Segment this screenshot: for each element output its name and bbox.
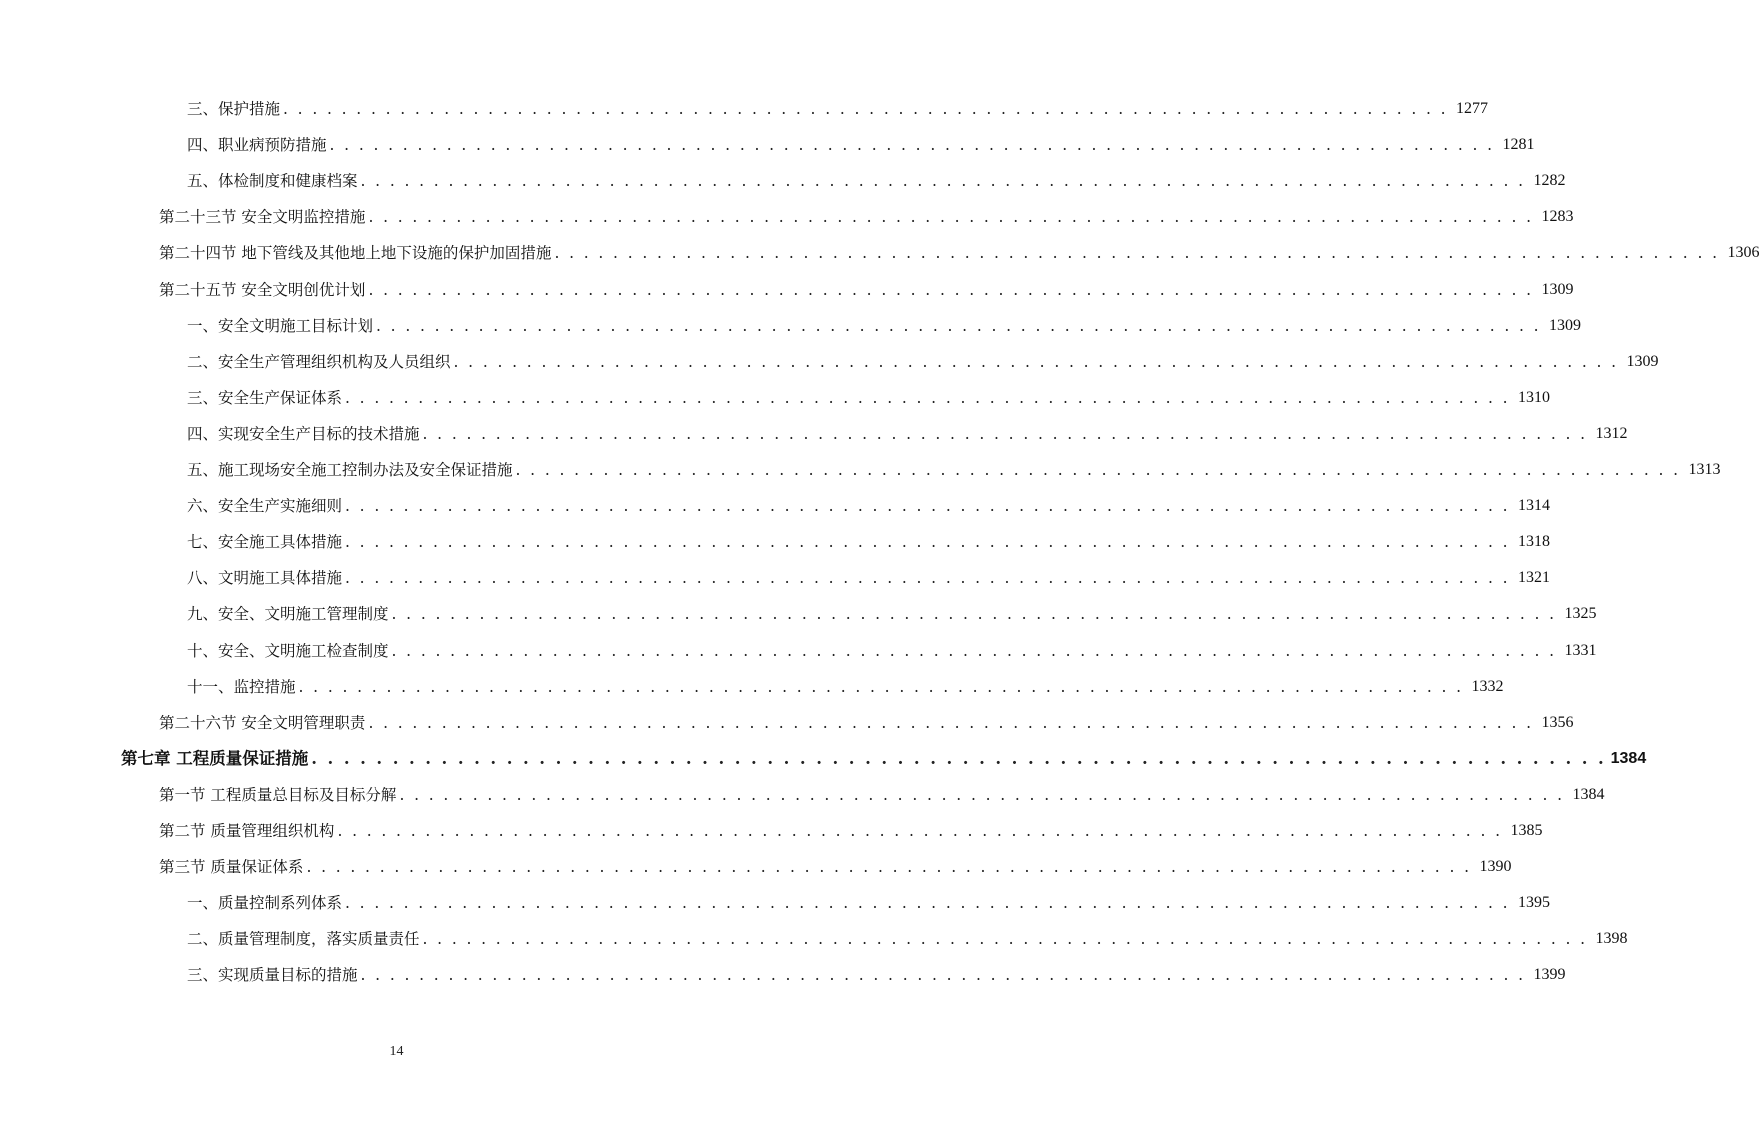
toc-entry	[159, 854, 1512, 880]
toc-entry-title: 六、安全生产实施细则	[187, 497, 343, 516]
dot-leader: . . . . . . . . . . . . . . . . . . . . . . . . . . . . . . . . . . . . . . . . . . . . . . . . . . . . . . . . . . . . . . . . . . . . . . . . . . . . . . . .	[391, 605, 1557, 624]
toc-entry-page: 1390	[1479, 858, 1512, 876]
toc-entry	[187, 96, 1489, 122]
dot-leader: . . . . . . . . . . . . . . . . . . . . . . . . . . . . . . . . . . . . . . . . . . . . . . . . . . . . . . . . . . . . . . . . . . . . . . . . . . . . . . . .	[399, 785, 1565, 804]
toc-entry	[121, 746, 1647, 772]
toc-entry-page: 1398	[1595, 930, 1628, 948]
toc-entry-page: 1277	[1456, 100, 1489, 117]
dot-leader: . . . . . . . . . . . . . . . . . . . . . . . . . . . . . . . . . . . . . . . . . . . . . . . . . . . . . . . . . . . . . . . . . . . . . . . . . . . . . . . .	[453, 352, 1619, 371]
toc-entry	[187, 601, 1597, 627]
toc-entry-page: 1332	[1471, 677, 1504, 695]
toc-entry-page: 1395	[1518, 894, 1551, 912]
toc-entry-title: 第一节 工程质量总目标及目标分解	[159, 785, 397, 804]
toc-entry	[187, 493, 1551, 519]
toc-entry-title: 一、质量控制系列体系	[187, 894, 343, 913]
dot-leader: . . . . . . . . . . . . . . . . . . . . . . . . . . . . . . . . . . . . . . . . . . . . . . . . . . . . . . . . . . . . . . . . . . . . . . . . . . . . . . . .	[368, 280, 1534, 299]
toc-entry-title: 第二十五节 安全文明创优计划	[159, 280, 366, 299]
toc-entry	[187, 313, 1582, 339]
toc-entry-page: 1283	[1541, 208, 1574, 226]
dot-leader: . . . . . . . . . . . . . . . . . . . . . . . . . . . . . . . . . . . . . . . . . . . . . . . . . . . . . . . . . . . . . . . . . . . . . . . . . . . . . . . .	[515, 461, 1681, 479]
toc-entry-title: 五、施工现场安全施工控制办法及安全保证措施	[187, 461, 513, 479]
dot-leader: . . . . . . . . . . . . . . . . . . . . . . . . . . . . . . . . . . . . . . . . . . . . . . . . . . . . . . . . . . . . . . . . . . . . . . . . . . . . . . . .	[360, 966, 1526, 985]
toc-entry-page: 1281	[1502, 136, 1535, 154]
dot-leader: . . . . . . . . . . . . . . . . . . . . . . . . . . . . . . . . . . . . . . . . . . . . . . . . . . . . . . . . . . . . . . . . . . . . . . . . . . . . . . . .	[345, 894, 1511, 913]
toc-entry-page: 1325	[1564, 605, 1597, 623]
dot-leader: . . . . . . . . . . . . . . . . . . . . . . . . . . . . . . . . . . . . . . . . . . . . . . . . . . . . . . . . . . . . . . . . . . . . . . . . . . . . . . . .	[337, 822, 1503, 840]
toc-entry-title: 三、安全生产保证体系	[187, 388, 343, 407]
toc-entry	[187, 890, 1551, 916]
toc-entry-title: 四、职业病预防措施	[187, 136, 327, 155]
toc-entry-page: 1385	[1510, 822, 1543, 839]
toc-entry	[187, 457, 1721, 483]
toc-entry-title: 七、安全施工具体措施	[187, 533, 343, 552]
toc-entry-title: 二、安全生产管理组织机构及人员组织	[187, 352, 451, 371]
toc-entry	[187, 132, 1535, 158]
toc-entry	[159, 204, 1574, 230]
toc-entry-title: 一、安全文明施工目标计划	[187, 316, 374, 335]
toc-entry-title: 二、质量管理制度，落实质量责任	[187, 930, 420, 949]
toc-entry	[187, 674, 1504, 700]
toc-entry-title: 三、实现质量目标的措施	[187, 966, 358, 985]
dot-leader: . . . . . . . . . . . . . . . . . . . . . . . . . . . . . . . . . . . . . . . . . . . . . . . . . . . . . . . . . . . . . . . . . . . . . . . . . . . . . . . .	[329, 136, 1495, 155]
toc-entry-page: 1384	[1572, 785, 1605, 803]
toc-entry-title: 第二十三节 安全文明监控措施	[159, 208, 366, 227]
toc-entry-page: 1309	[1541, 280, 1574, 298]
toc-entry-page: 1331	[1564, 641, 1597, 659]
toc-entry	[159, 240, 1759, 266]
toc-entry-page: 1314	[1518, 497, 1551, 515]
dot-leader: . . . . . . . . . . . . . . . . . . . . . . . . . . . . . . . . . . . . . . . . . . . . . . . . . . . . . . . . . . . . . . . . . . . . . . . . . . . . . . . .	[376, 316, 1542, 335]
toc-entry	[159, 277, 1574, 303]
toc-entry-page: 1309	[1626, 352, 1659, 370]
toc-entry-title: 第七章 工程质量保证措施	[121, 748, 309, 768]
dot-leader: . . . . . . . . . . . . . . . . . . . . . . . . . . . . . . . . . . . . . . . . . . . . . . . . . . . . . . . . . . . . . . . . . . . . . . . . . . . . . . . .	[345, 533, 1511, 552]
dot-leader: . . . . . . . . . . . . . . . . . . . . . . . . . . . . . . . . . . . . . . . . . . . . . . . . . . . . . . . . . . . . . . . . . . . . . . . . . . . . . . . .	[283, 100, 1449, 118]
dot-leader: . . . . . . . . . . . . . . . . . . . . . . . . . . . . . . . . . . . . . . . . . . . . . . . . . . . . . . . . . . . . . . . . . . . . . . . . . . . . . . . .	[345, 388, 1511, 407]
toc-entry-page: 1384	[1610, 749, 1647, 767]
dot-leader: . . . . . . . . . . . . . . . . . . . . . . . . . . . . . . . . . . . . . . . . . . . . . . . . . . . . . . . . . . . . . . . . . . . . . . . . . . . . . . . .	[554, 244, 1720, 263]
toc-entry	[187, 926, 1628, 952]
toc-entry	[187, 385, 1551, 411]
dot-leader: . . . . . . . . . . . . . . . . . . . . . . . . . . . . . . . . . . . . . . . . . . . . . . . . . . . . . . . . . . . . . . . . . . . . . . . . . . . . . . . .	[345, 497, 1511, 516]
toc-entry-page: 1312	[1595, 424, 1628, 442]
toc-entry-title: 九、安全、文明施工管理制度	[187, 605, 389, 624]
toc-entry-title: 第二十六节 安全文明管理职责	[159, 713, 366, 732]
toc-entry	[159, 710, 1574, 736]
toc-entry	[187, 565, 1551, 591]
toc-entry-page: 1318	[1518, 533, 1551, 551]
toc-entry-page: 1313	[1688, 461, 1721, 478]
toc-entry	[187, 168, 1566, 194]
toc-entry-title: 十、安全、文明施工检查制度	[187, 641, 389, 660]
toc-entry-page: 1282	[1533, 172, 1566, 190]
dot-leader: . . . . . . . . . . . . . . . . . . . . . . . . . . . . . . . . . . . . . . . . . . . . . . . . . . . . . . . . . . . . . . . . . . . . . . . . . . . . . . . .	[345, 569, 1511, 588]
toc-entry	[159, 782, 1605, 808]
toc-entry	[187, 349, 1659, 375]
toc-entry-title: 十一、监控措施	[187, 677, 296, 696]
toc-entry-title: 四、实现安全生产目标的技术措施	[187, 424, 420, 443]
toc-entry	[159, 818, 1543, 844]
toc-entry-title: 五、体检制度和健康档案	[187, 172, 358, 191]
toc-entry	[187, 529, 1551, 555]
dot-leader: . . . . . . . . . . . . . . . . . . . . . . . . . . . . . . . . . . . . . . . . . . . . . . . . . . . . . . . . . . . . . . . . . . . . . . . . . . . . . . . .	[422, 424, 1588, 443]
toc-entry-page: 1310	[1518, 388, 1551, 406]
toc-entry-page: 1399	[1533, 966, 1566, 984]
dot-leader: . . . . . . . . . . . . . . . . . . . . . . . . . . . . . . . . . . . . . . . . . . . . . . . . . . . . . . . . . . . . . . . . . . . . . . . . . . . . . . . .	[391, 641, 1557, 660]
toc-entry-title: 三、保护措施	[187, 100, 281, 118]
toc-entry	[187, 962, 1566, 988]
dot-leader: . . . . . . . . . . . . . . . . . . . . . . . . . . . . . . . . . . . . . . . . . . . . . . . . . . . . . . . . . . . . . . . . . . . . . . . . . . . . . . . .	[311, 748, 1607, 768]
toc-entry-title: 第二十四节 地下管线及其他地上地下设施的保护加固措施	[159, 244, 552, 263]
toc-entry-title: 第三节 质量保证体系	[159, 858, 304, 877]
page-number: 14	[389, 1044, 404, 1059]
dot-leader: . . . . . . . . . . . . . . . . . . . . . . . . . . . . . . . . . . . . . . . . . . . . . . . . . . . . . . . . . . . . . . . . . . . . . . . . . . . . . . . .	[368, 208, 1534, 227]
toc-entry-page: 1306	[1727, 244, 1759, 262]
dot-leader: . . . . . . . . . . . . . . . . . . . . . . . . . . . . . . . . . . . . . . . . . . . . . . . . . . . . . . . . . . . . . . . . . . . . . . . . . . . . . . . .	[360, 172, 1526, 191]
toc-entry-page: 1356	[1541, 713, 1574, 731]
dot-leader: . . . . . . . . . . . . . . . . . . . . . . . . . . . . . . . . . . . . . . . . . . . . . . . . . . . . . . . . . . . . . . . . . . . . . . . . . . . . . . . .	[368, 713, 1534, 732]
toc-entry-page: 1321	[1518, 569, 1551, 587]
dot-leader: . . . . . . . . . . . . . . . . . . . . . . . . . . . . . . . . . . . . . . . . . . . . . . . . . . . . . . . . . . . . . . . . . . . . . . . . . . . . . . . .	[422, 930, 1588, 949]
toc-entry-page: 1309	[1549, 316, 1582, 334]
toc-entry	[187, 421, 1628, 447]
toc-entry-title: 第二节 质量管理组织机构	[159, 822, 335, 840]
toc-entry	[187, 638, 1597, 664]
dot-leader: . . . . . . . . . . . . . . . . . . . . . . . . . . . . . . . . . . . . . . . . . . . . . . . . . . . . . . . . . . . . . . . . . . . . . . . . . . . . . . . .	[298, 677, 1464, 696]
dot-leader: . . . . . . . . . . . . . . . . . . . . . . . . . . . . . . . . . . . . . . . . . . . . . . . . . . . . . . . . . . . . . . . . . . . . . . . . . . . . . . . .	[306, 858, 1472, 877]
toc-entry-title: 八、文明施工具体措施	[187, 569, 343, 588]
